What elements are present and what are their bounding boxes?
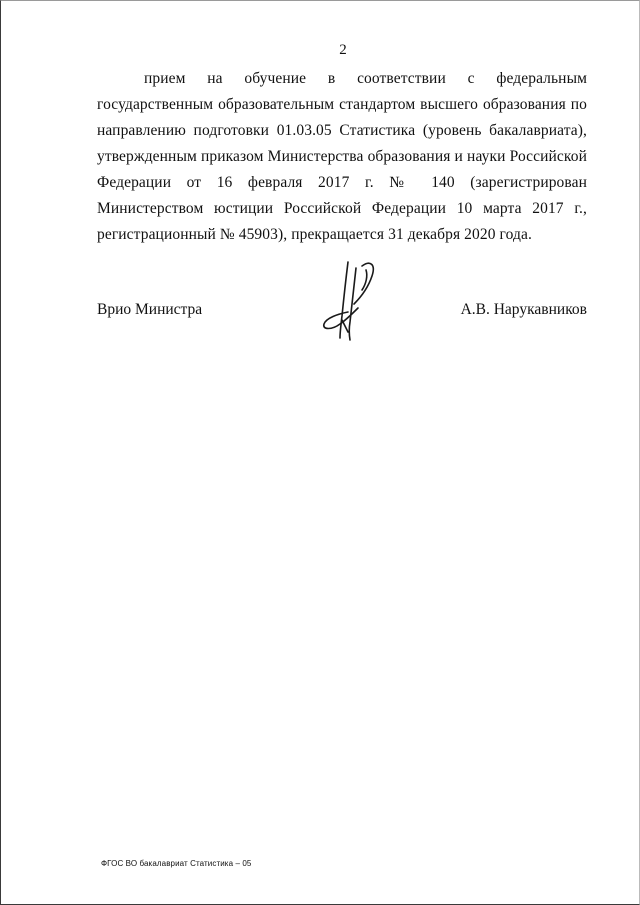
footer-text: ФГОС ВО бакалавриат Статистика – 05 [101, 859, 252, 868]
signatory-title: Врио Министра [97, 301, 203, 318]
signatory-name: А.В. Нарукавников [460, 301, 587, 318]
handwritten-signature-icon [318, 258, 384, 342]
page-number: 2 [339, 42, 347, 58]
body-paragraph: прием на обучение в соответствии с федеральным государственным образовательным стандартом высшего образования по направлению подготовки 01.03.05 Статистика (уровень бакалавриата), утвержденным приказом Министерства образования и науки Российской Федерации от 16 февраля 2017 г. № 140 (зарегистрирован Министерством юстиции Российской Федерации 10 марта 2017 г., регистрационный № 45903), прекращается 31 декабря 2020 года. [97, 70, 587, 243]
